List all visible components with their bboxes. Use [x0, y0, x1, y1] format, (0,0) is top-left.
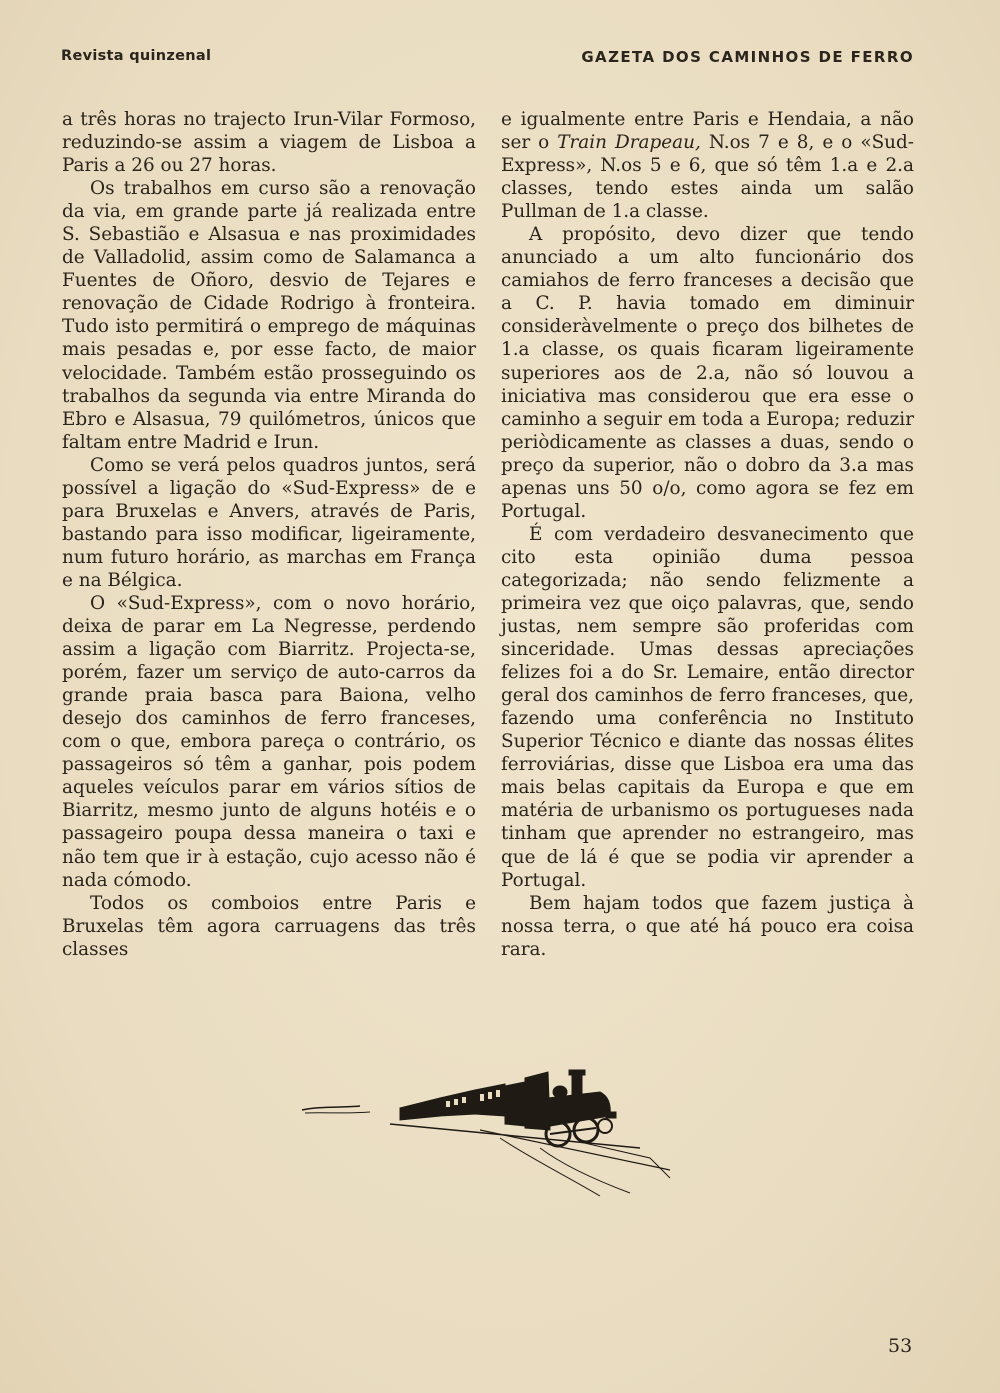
running-header-right: GAZETA DOS CAMINHOS DE FERRO: [581, 48, 914, 66]
paragraph: A propósito, devo dizer que tendo anunciado a um alto funcionário dos camiahos de ferro franceses a decisão que a C. P. havia tomado em diminuir consideràvelmente o preço dos bilhetes de 1.a classe, os quais ficaram ligeiramente superiores aos de 2.a, não só louvou a iniciativa mas considerou que era esse o caminho a seguir em toda a Europa; reduzir periòdicamente as classes a duas, sendo o preço da superior, não o dobro da 3.a mas apenas uns 50 o/o, como agora se fez em Portugal.: [501, 224, 914, 522]
page-number: 53: [888, 1335, 913, 1357]
paragraph: Como se verá pelos quadros juntos, será possível a ligação do «Sud-Express» de e para Bruxelas e Anvers, através de Paris, bastando para isso modificar, ligeiramente, num futuro horário, as marchas em França e na Bélgica.: [62, 454, 476, 591]
italic-title: Train Drapeau,: [557, 132, 701, 154]
paragraph: Todos os comboios entre Paris e Bruxelas têm agora carruagens das três classes: [62, 892, 476, 960]
paragraph: É com verdadeiro desvanecimento que cito esta opinião duma pessoa categorizada; não sendo felizmente a primeira vez que oiço palavras, que, sendo justas, nem sempre são proferidas com sinceridade. Umas dessas apreciações felizes foi a do Sr. Lemaire, então director geral dos caminhos de ferro franceses, que, fazendo uma conferência no Instituto Superior Técnico e diante das nossas élites ferroviárias, disse que Lisboa era uma das mais belas capitais da Europa e que em matéria de urbanismo os portugueses nada tinham que aprender no estrangeiro, mas que de lá é que se podia vir aprender a Portugal.: [501, 523, 914, 891]
paragraph: Os trabalhos em curso são a renovação da via, em grande parte já realizada entre S. Sebastião e Alsasua e nas proximidades de Valladolid, assim como de Salamanca a Fuentes de Oñoro, desvio de Tejares e renovação de Cidade Rodrigo à fronteira. Tudo isto permitirá o emprego de máquinas mais pesadas e, por esse facto, de maior velocidade. Também estão prosseguindo os trabalhos da segunda via entre Miranda do Ebro e Alsasua, 79 quilómetros, únicos que faltam entre Madrid e Irun.: [62, 178, 476, 453]
paragraph: O «Sud-Express», com o novo horário, deixa de parar em La Negresse, perdendo assim a ligação com Biarritz. Projecta-se, porém, fazer um serviço de auto-carros da grande praia basca para Baiona, velho desejo dos caminhos de ferro franceses, com o que, embora pareça o contrário, os passageiros só têm a ganhar, pois podem aqueles veículos parar em vários sítios de Biarritz, mesmo junto de alguns hotéis e o passageiro poupa dessa maneira o taxi e não tem que ir à estação, cujo acesso não é nada cómodo.: [62, 592, 476, 891]
paragraph: Bem hajam todos que fazem justiça à nossa terra, o que até há pouco era coisa rara.: [501, 892, 914, 960]
right-column: [501, 108, 914, 961]
steam-locomotive-illustration: [300, 1068, 680, 1198]
paragraph: a três horas no trajecto Irun-Vilar Formoso, reduzindo-se assim a viagem de Lisboa a Paris a 26 ou 27 horas.: [62, 109, 476, 177]
text-run: e igualmente entre Paris e Hendaia, a não ser o: [501, 109, 914, 154]
running-header-left: Revista quinzenal: [61, 48, 212, 64]
paragraph: [501, 108, 914, 223]
text-run: N.os 7 e 8, e o «Sud-Express», N.os 5 e 6, que só têm 1.a e 2.a classes, tendo estes ainda um salão Pullman de 1.a classe.: [501, 132, 915, 223]
left-column: [62, 108, 476, 961]
